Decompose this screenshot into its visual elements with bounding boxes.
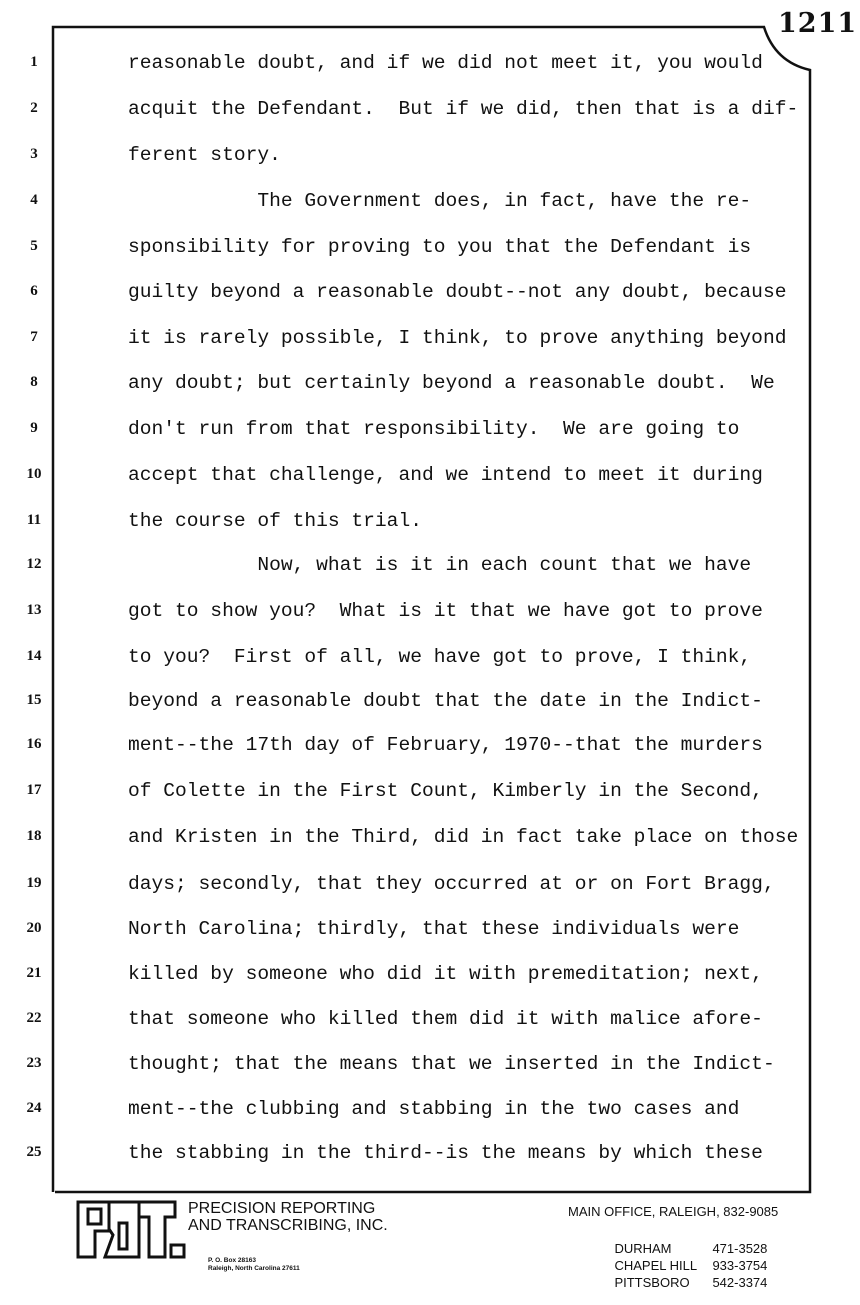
transcript-line: ment--the 17th day of February, 1970--that the murders	[128, 734, 763, 756]
firm-name-line1: PRECISION REPORTING	[188, 1200, 376, 1217]
transcript-line: don't run from that responsibility. We are going to	[128, 418, 740, 440]
address-line1: P. O. Box 28163	[208, 1257, 256, 1264]
company-logo	[75, 1199, 190, 1281]
office-phone: 542-3374	[712, 1275, 768, 1290]
line-number: 5	[30, 238, 38, 254]
transcript-line: the course of this trial.	[128, 510, 422, 532]
line-number: 22	[26, 1010, 42, 1026]
transcript-line: Now, what is it in each count that we have	[128, 554, 752, 576]
address-line2: Raleigh, North Carolina 27611	[208, 1265, 300, 1272]
line-number: 7	[30, 329, 38, 345]
main-office: MAIN OFFICE, RALEIGH, 832-9085	[568, 1204, 779, 1219]
line-number: 23	[26, 1055, 42, 1071]
line-number: 20	[26, 920, 42, 936]
line-number: 4	[30, 192, 38, 208]
office-phone: 933-3754	[712, 1258, 768, 1273]
transcript-line: The Government does, in fact, have the re-	[128, 190, 752, 212]
line-number: 2	[30, 100, 38, 116]
transcript-line: got to show you? What is it that we have got to prove	[128, 600, 763, 622]
firm-name	[188, 1200, 388, 1234]
transcript-line: days; secondly, that they occurred at or on Fort Bragg,	[128, 873, 775, 895]
line-number: 14	[26, 648, 42, 664]
office-city: PITTSBORO	[614, 1275, 690, 1290]
transcript-line: sponsibility for proving to you that the Defendant is	[128, 236, 752, 258]
transcript-line: to you? First of all, we have got to prove, I think,	[128, 646, 752, 668]
transcript-line: killed by someone who did it with premeditation; next,	[128, 963, 763, 985]
line-number: 18	[26, 828, 42, 844]
line-number: 8	[30, 374, 38, 390]
line-number: 6	[30, 283, 38, 299]
line-number: 9	[30, 420, 38, 436]
transcript-line: acquit the Defendant. But if we did, then that is a dif-	[128, 98, 799, 120]
transcript-line: accept that challenge, and we intend to meet it during	[128, 464, 763, 486]
line-number: 10	[26, 466, 42, 482]
office-city: DURHAM	[614, 1241, 672, 1256]
line-number: 3	[30, 146, 38, 162]
office-phone: 471-3528	[712, 1241, 768, 1256]
office-row-pittsboro	[600, 1260, 767, 1305]
transcript-line: beyond a reasonable doubt that the date in the Indict-	[128, 690, 763, 712]
transcript-line: and Kristen in the Third, did in fact take place on those	[128, 826, 799, 848]
transcript-line: any doubt; but certainly beyond a reasonable doubt. We	[128, 372, 775, 394]
line-number: 25	[26, 1144, 42, 1160]
firm-address	[208, 1257, 300, 1273]
office-city: CHAPEL HILL	[614, 1258, 698, 1273]
transcript-line: reasonable doubt, and if we did not meet it, you would	[128, 52, 763, 74]
transcript-line: ferent story.	[128, 144, 281, 166]
transcript-line: of Colette in the First Count, Kimberly in the Second,	[128, 780, 763, 802]
line-number: 12	[26, 556, 42, 572]
page-number: 1211	[778, 8, 858, 39]
transcript-line: it is rarely possible, I think, to prove anything beyond	[128, 327, 787, 349]
line-number: 1	[30, 54, 38, 70]
transcript-line: guilty beyond a reasonable doubt--not any doubt, because	[128, 281, 787, 303]
firm-name-line2: AND TRANSCRIBING, INC.	[188, 1217, 388, 1234]
line-number: 19	[26, 875, 42, 891]
line-number: 17	[26, 782, 42, 798]
svg-text:P&T.: P&T.	[75, 1199, 78, 1200]
line-number: 15	[26, 692, 42, 708]
line-number: 11	[26, 512, 42, 528]
transcript-line: the stabbing in the third--is the means by which these	[128, 1142, 763, 1164]
transcript-line: that someone who killed them did it with malice afore-	[128, 1008, 763, 1030]
line-number: 16	[26, 736, 42, 752]
transcript-line: North Carolina; thirdly, that these individuals were	[128, 918, 740, 940]
line-number: 13	[26, 602, 42, 618]
line-number: 24	[26, 1100, 42, 1116]
line-number: 21	[26, 965, 42, 981]
transcript-line: thought; that the means that we inserted in the Indict-	[128, 1053, 775, 1075]
transcript-line: ment--the clubbing and stabbing in the two cases and	[128, 1098, 740, 1120]
